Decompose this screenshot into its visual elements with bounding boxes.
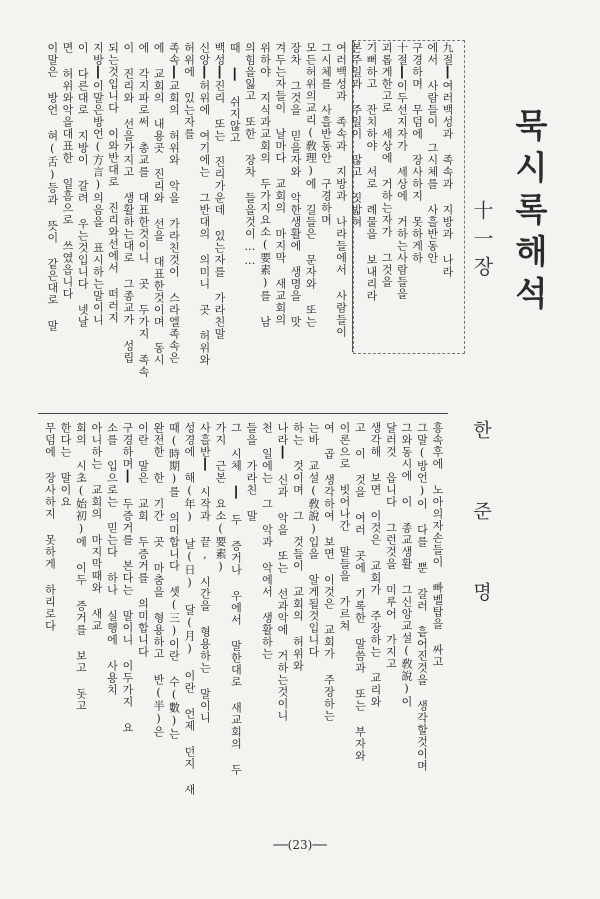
text-column: 그말(방언)이 다를 뿐 갈러 흩어진것을 생각할것이며 [415, 422, 429, 772]
text-column: 괴롭게한고로 세상에 거하는자가 그것을 [380, 42, 394, 288]
text-column: 천 일에는 그 악과 악에서 생활하는 [260, 422, 274, 660]
text-column: 한다는 말이요 [59, 422, 72, 508]
text-column: 그시체를 사흘반동안 구경하며 [319, 42, 333, 226]
text-column: 十절┃이두선지자가 세상에 거하는사람들을 [395, 42, 409, 300]
text-column: 이말은 방언 혀(舌)등과 뜻이 같은대로 말 [45, 42, 59, 332]
text-column: 아니하는 교회의 마지막때와 새교 [90, 422, 103, 632]
text-column: 九절┃여러백성과 족속과 지방과 나라 [441, 42, 454, 278]
text-column: 기뻐하고 잔치하야 서로 례물을 보내리라 [365, 42, 378, 302]
chapter-heading: 十一장 [470, 200, 494, 284]
text-column: 완전한 한 기간 곳 마춤을 형용하고 반(半)은 [152, 422, 165, 738]
text-column: 생각해 보면 이것은 교회가 주장하는 교리와 [369, 422, 382, 708]
text-column: 에 각지파로써 총교를 대표한것이니 곳 두가지 족속 [137, 42, 150, 378]
text-column: 고 이 것을 여러 곳에 기록한 말씀과 또는 부자와 [353, 422, 367, 762]
text-column: 하는 것이며 그 것들이 교회의 허위와 [291, 422, 305, 672]
text-column: 모든허위의교리(敎理)에 길들은 문자와 또는 [304, 42, 318, 328]
text-column: 위하야 지식과교회의 두가지요소(要素)를 남 [258, 42, 272, 328]
text-column: 달러것 읍니다 그런것을 미루어 가지고 [384, 422, 398, 670]
text-column: 백성┃진리 또는 진리가운데 있는자를 가라친말 [213, 42, 226, 340]
text-column: 때 ┃ 쉬지않고 [228, 42, 242, 144]
text-column: 이란 말은 교회 두증거를 의미합니다 [136, 422, 150, 658]
page-number: ──(23)── [273, 838, 327, 852]
text-column: 나라┃ 신과 악을 또는 선과악에 거하는것이니 [276, 422, 289, 722]
text-column: 에 교회의 내용곳 진리와 선을 대표한것이며 동시 [152, 42, 166, 366]
text-column: 장차 그것을 믿을자와 악한생활에 생명을 맛 [289, 42, 302, 328]
section-divider [38, 413, 448, 414]
text-column: 이 진리와 선을가지고 생활하는대로 그종교가 성립 [121, 42, 135, 364]
text-column: 면 허위와악을대표한 일흠으로 쓰였읍니다 [61, 42, 74, 300]
text-column: 되는것입니다 이와반대로 진리와선에서 떠러지 [106, 42, 120, 324]
text-column: 허위에 있는자를 [182, 42, 196, 140]
text-column: 사흘반┃ 시작과 끝, 시간을 형용하는 말이니 [198, 422, 212, 724]
text-column: 여러백성과 족속과 지방과 나라들에서 사람들이 [334, 42, 348, 338]
text-column: 의힘을잃고 또한 장차 들을것이…… [243, 42, 257, 268]
text-column: 에서 사람들이 그시체를 사흘반동안 [425, 42, 439, 264]
text-column: 들을 가라친 말 [245, 422, 258, 522]
text-column: 소를 입으로는 믿는다 하나 실행에 사용치 [105, 422, 119, 696]
text-column: 본주일과 주일이 많고 짓밟혀 [349, 42, 363, 228]
text-column: 신앙┃허위에 여기에는 그반대의 의미니 곳 허위와 [197, 42, 211, 366]
text-column: 그 시체 ┃ 두 증거나 우에서 말한대로 새교회의 두 [229, 422, 243, 776]
text-column: 족속┃교회의 허위와 악을 가라친것이 스라엘족속은 [167, 42, 181, 364]
text-column: 구경하며 무덤에 장사하지 못하게하 [410, 42, 424, 264]
text-column: 지방┃이말은방언(方言)의음을 표시하는말이니 [91, 42, 105, 326]
text-column: 이론으로 빗어나간 말들을 가르쳐 [338, 422, 351, 632]
text-column: 구경하며┃ 두증거를 본다는 말이니 이두가지 요 [121, 422, 134, 734]
document-title: 묵시록해석 [510, 108, 549, 318]
text-column: 겨두는자들이 날마다 교회의 마지막 새교회의 [273, 42, 287, 326]
text-column: 그와동시에 이 종교생활 그신앙교설(敎說)이 [400, 422, 413, 708]
text-column: 가지 근본 요소(要素) [214, 422, 227, 574]
text-column: 때(時期)를 의미합니다 셋(三)이란 수(數)는 [167, 422, 181, 740]
text-column: 무덤에 장사하지 못하게 하리로다 [43, 422, 57, 632]
text-column: 성경에 해(年) 날(日) 달(月) 이란 언제 던지 새 [183, 422, 196, 796]
text-column: 이 다른대로 지방이 갈려 우는것입니다 넷날 [76, 42, 90, 328]
text-column: 흥속후에 노아의자손들이 빠벨탑을 싸고 [431, 422, 444, 668]
author-name: 한 준 명 [470, 420, 492, 621]
text-column: 는바 교설(敎說)입을 알게될것입니다 [307, 422, 320, 658]
text-column: 여 곱 생각하여 보면 이것은 교회가 주장하는 [322, 422, 336, 722]
text-column: 회의 시초(始初)에 이두 증거를 보고 돗고 [74, 422, 88, 712]
